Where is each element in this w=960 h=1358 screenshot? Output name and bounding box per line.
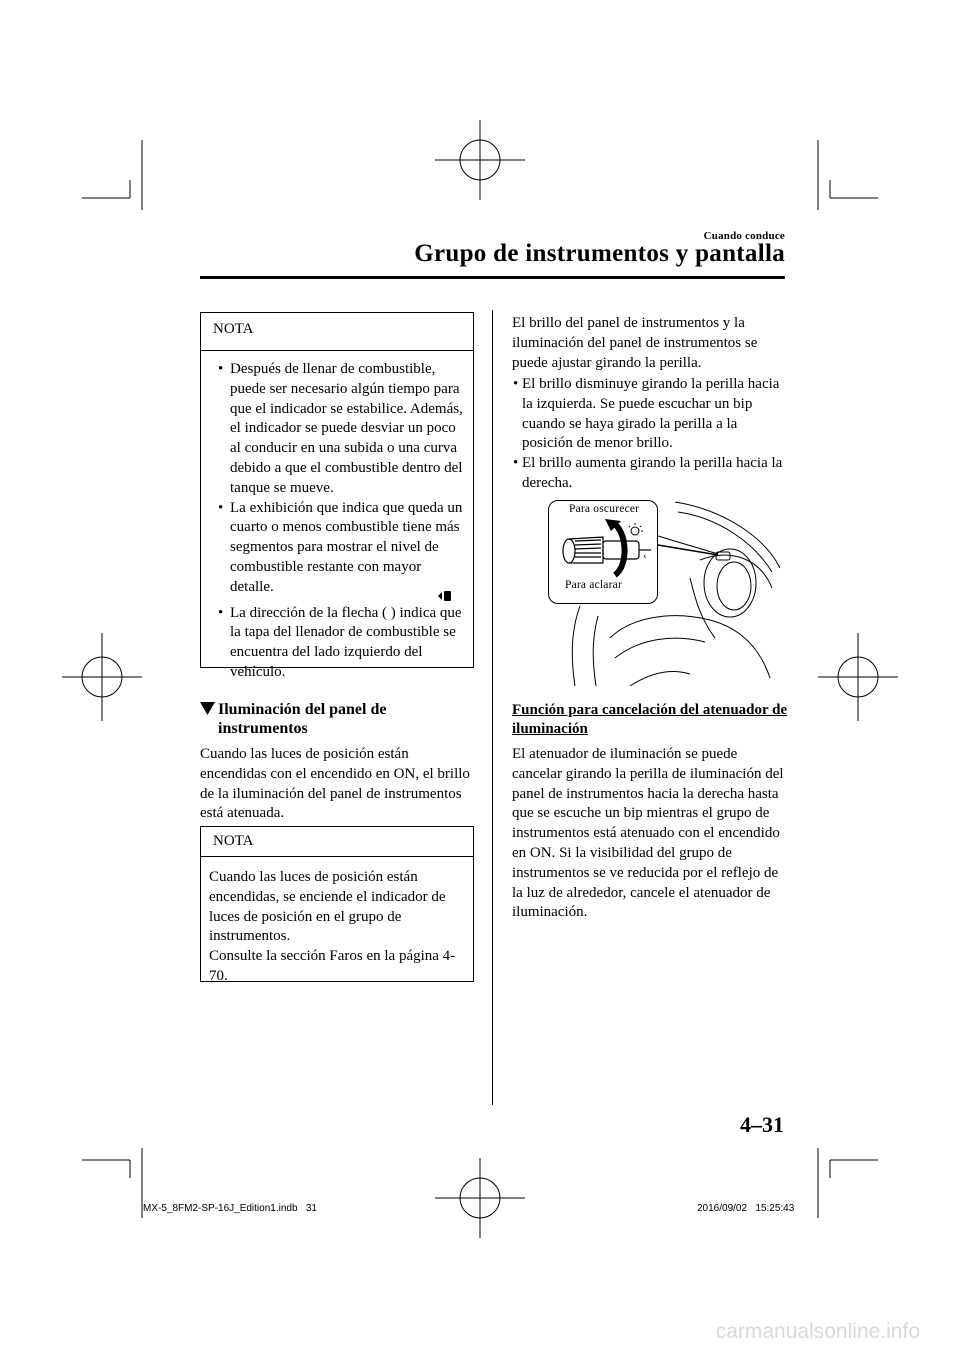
note-title: NOTA [201, 313, 473, 351]
footer-timestamp: 2016/09/02 15:25:43 [697, 1203, 795, 1214]
footer-file: MX-5_8FM2-SP-16J_Edition1.indb 31 [143, 1203, 317, 1214]
note-title: NOTA [201, 827, 473, 857]
note-bullet-list [206, 360, 463, 683]
section-heading-illumination: Iluminación del panel de instrumentos [200, 700, 480, 738]
note-text: Cuando las luces de posición están encendidas, se enciende el indicador de luces de posición en el grupo de instrumentos. [209, 869, 446, 945]
brightness-bullet: • El brillo aumenta girando la perilla hacia la derecha. [513, 455, 783, 491]
note-bullet: • La dirección de la flecha ( ) indica que la tapa del llenador de combustible se encuentra del lado izquierdo del vehículo. [218, 604, 462, 680]
fuel-door-arrow-icon [438, 590, 452, 602]
note-reference: Consulte la sección Faros en la página 4-70. [209, 948, 456, 984]
brightness-bullet: • El brillo disminuye girando la perilla hacia la izquierda. Se puede escuchar un bip cuando se haya girado la perilla a la posición de menor brillo. [513, 376, 780, 452]
dimmer-cancel-paragraph: El atenuador de iluminación se puede cancelar girando la perilla de iluminación del panel de instrumentos hacia la derecha hasta que se escuche un bip mientras el grupo de instrumentos está atenuado con el encendido en ON. Si la visibilidad del grupo de instrumentos se ve reducida por el reflejo de la luz de alrededor, cancele el atenuador de iluminación. [512, 746, 784, 921]
brightness-bullets [507, 375, 789, 494]
section-label: Cuando conduce [703, 230, 785, 242]
note-box-position-lights [200, 826, 474, 982]
illumination-paragraph: Cuando las luces de posición están encendidas con el encendido en ON, el brillo de la iluminación del panel de instrumentos está atenuada. [200, 746, 470, 822]
page-number: 4–31 [740, 1112, 784, 1137]
knob-icon [551, 517, 657, 581]
label-darken: Para oscurecer [569, 503, 640, 515]
page-title: Grupo de instrumentos y pantalla [414, 240, 785, 267]
note-bullet: • Después de llenar de combustible, puede ser necesario algún tiempo para que el indicador se estabilice. Además, el indicador se puede desviar un poco al conducir en una subida o una curva debido a que el combustible dentro del tanque se mueve. [218, 361, 463, 496]
watermark: carmanualsonline.info [715, 1320, 920, 1343]
callout-box [548, 500, 658, 604]
dimmer-cancel-heading: Función para cancelación del atenuador de iluminación [512, 702, 788, 737]
header-rule [200, 276, 785, 279]
column-divider [492, 310, 493, 1105]
note-bullet: • La exhibición que indica que queda un cuarto o menos combustible tiene más segmentos para mostrar el nivel de combustible restante con mayor detalle. [218, 499, 463, 595]
note-body [201, 351, 473, 683]
brightness-intro: El brillo del panel de instrumentos y la iluminación del panel de instrumentos se puede ajustar girando la perilla. [512, 315, 758, 371]
label-brighten: Para aclarar [565, 579, 622, 591]
note-box-fuel [200, 312, 474, 680]
triangle-bullet-icon [200, 702, 215, 715]
svg-text:‹: ‹ [643, 552, 647, 562]
note-body [201, 857, 473, 987]
